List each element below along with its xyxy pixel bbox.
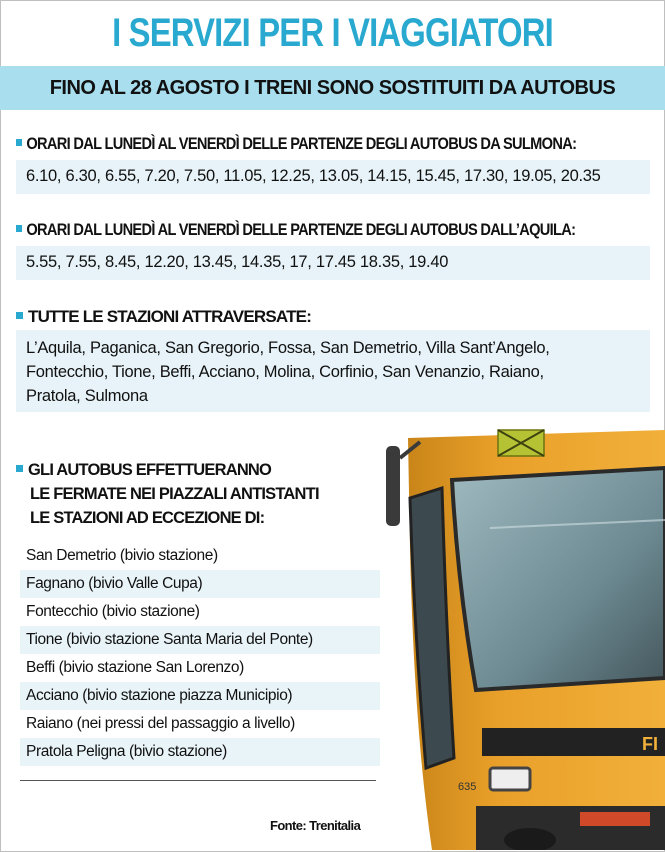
subtitle: FINO AL 28 AGOSTO I TRENI SONO SOSTITUITI DA AUTOBUS — [49, 76, 616, 99]
sulmona-heading — [16, 134, 576, 154]
svg-text:FI: FI — [642, 734, 658, 754]
aquila-heading — [16, 220, 575, 240]
bus-number: 635 — [458, 781, 477, 793]
sulmona-times-box — [16, 160, 650, 194]
bullet-icon — [16, 312, 23, 319]
stops-heading-line — [16, 458, 319, 482]
aquila-times: 5.55, 7.55, 8.45, 12.20, 13.45, 14.35, 17, 17.45 18.35, 19.40 — [26, 253, 449, 271]
divider — [20, 780, 376, 781]
page-title: I SERVIZI PER I VIAGGIATORI — [112, 10, 553, 55]
stations-text — [16, 330, 650, 412]
stations-box — [16, 330, 650, 412]
stops-heading — [16, 458, 319, 530]
bullet-icon — [16, 465, 23, 472]
list-item: Pratola Peligna (bivio stazione) — [20, 738, 380, 766]
list-item: San Demetrio (bivio stazione) — [20, 542, 380, 570]
bus-illustration — [380, 428, 665, 850]
stations-line: L’Aquila, Paganica, San Gregorio, Fossa, San Demetrio, Villa Sant’Angelo, — [26, 339, 550, 357]
list-item: Tione (bivio stazione Santa Maria del Ponte) — [20, 626, 380, 654]
list-item: Beffi (bivio stazione San Lorenzo) — [20, 654, 380, 682]
stops-heading-line: LE STAZIONI AD ECCEZIONE DI: — [30, 509, 265, 527]
list-item: Fagnano (bivio Valle Cupa) — [20, 570, 380, 598]
source-credit: Fonte: Trenitalia — [270, 818, 361, 833]
list-item: Acciano (bivio stazione piazza Municipio) — [20, 682, 380, 710]
sulmona-times: 6.10, 6.30, 6.55, 7.20, 7.50, 11.05, 12.25, 13.05, 14.15, 15.45, 17.30, 19.05, 20.35 — [26, 167, 601, 185]
stations-line: Pratola, Sulmona — [26, 387, 148, 405]
stops-heading-text: GLI AUTOBUS EFFETTUERANNO — [28, 461, 272, 479]
stations-heading — [16, 307, 311, 327]
bullet-icon — [16, 225, 22, 232]
exception-stops-list — [20, 542, 380, 766]
list-item: Raiano (nei pressi del passaggio a livello) — [20, 710, 380, 738]
list-item: Fontecchio (bivio stazione) — [20, 598, 380, 626]
aquila-heading-text: ORARI DAL LUNEDÌ AL VENERDÌ DELLE PARTENZE DEGLI AUTOBUS DALL’AQUILA: — [26, 220, 576, 239]
stops-heading-line: LE FERMATE NEI PIAZZALI ANTISTANTI — [30, 485, 319, 503]
aquila-times-box — [16, 246, 650, 280]
stations-heading-text: TUTTE LE STAZIONI ATTRAVERSATE: — [28, 307, 312, 326]
sulmona-heading-text: ORARI DAL LUNEDÌ AL VENERDÌ DELLE PARTENZE DEGLI AUTOBUS DA SULMONA: — [26, 134, 577, 153]
stations-line: Fontecchio, Tione, Beffi, Acciano, Molina, Corfinio, San Venanzio, Raiano, — [26, 363, 544, 381]
bullet-icon — [16, 139, 22, 146]
